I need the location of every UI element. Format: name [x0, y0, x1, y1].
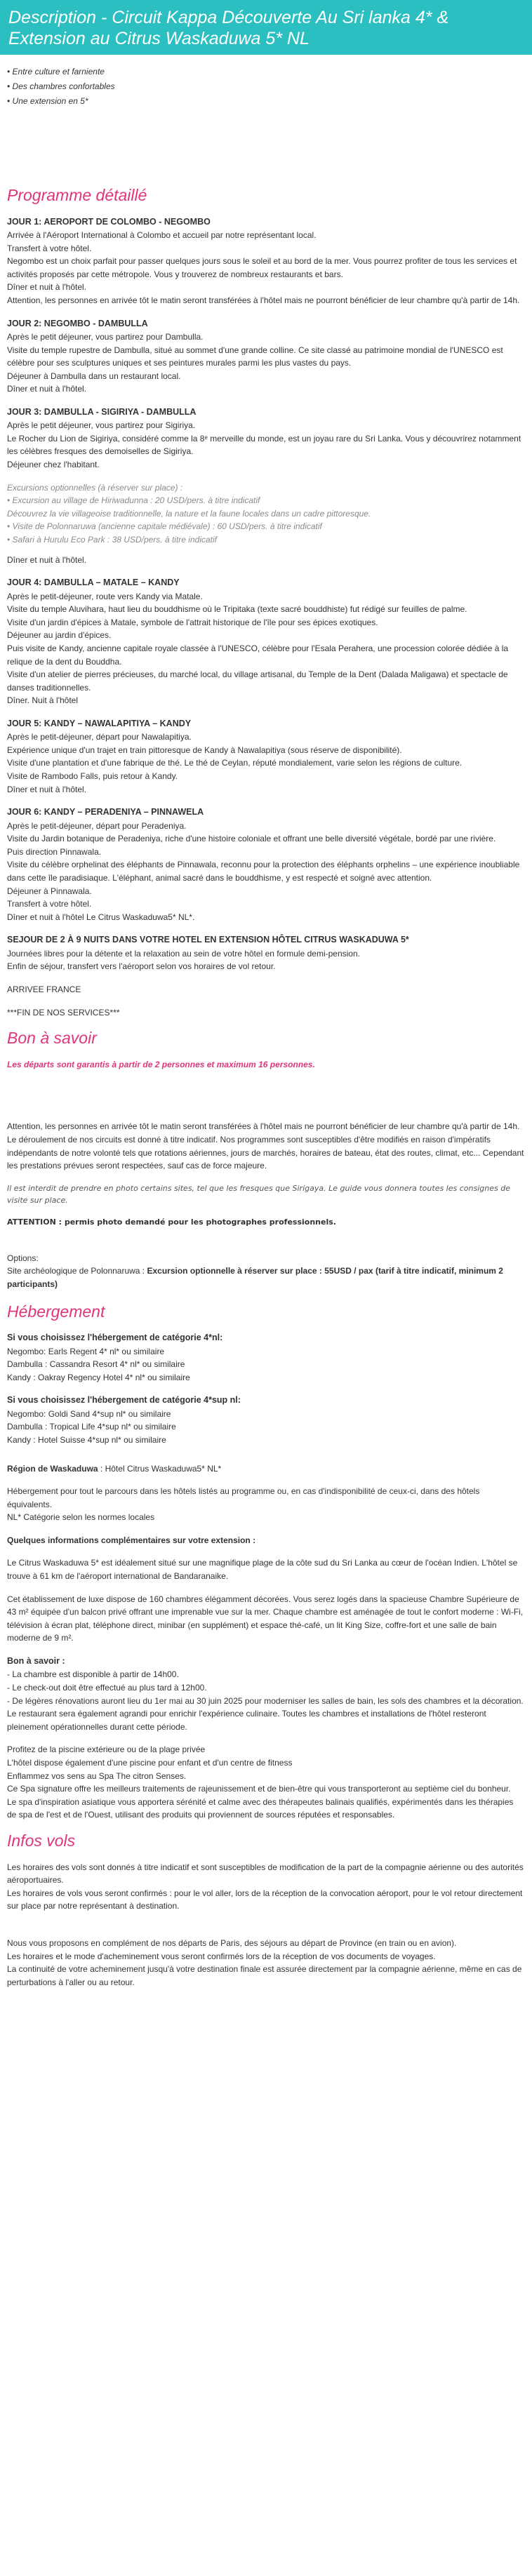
day-line: Negombo est un choix parfait pour passer quelques jours sous le soleil et au bord de la mer. Vous pourrez profiter de tous les services et activités proposés par cette métropole. Vous y trouverez de nombreux restaurants et bars. — [7, 256, 517, 279]
note-line: Hébergement pour tout le parcours dans les hôtels listés au programme ou, en cas d'indisponibilité de ceux-ci, dans des hôtels équivalents. — [7, 1486, 480, 1509]
info-line: - Le check-out doit être effectué au plus tard à 12h00. — [7, 1683, 207, 1693]
day-3 — [7, 406, 525, 472]
day-line: Après le petit déjeuner, vous partirez pour Sigiriya. — [7, 420, 196, 431]
day-1-title: JOUR 1: AEROPORT DE COLOMBO - NEGOMBO — [7, 216, 211, 227]
day-4 — [7, 576, 525, 707]
day-4-title: JOUR 4: DAMBULLA – MATALE – KANDY — [7, 578, 180, 588]
day-line: Expérience unique d'un trajet en train pittoresque de Kandy à Nawalapitiya (sous réserve de disponibilité). — [7, 745, 402, 755]
info-line: - De légères rénovations auront lieu du 1er mai au 30 juin 2025 pour moderniser les salles de bain, les sols des chambres et la décoration. Le restaurant sera également agrandi pour enrichir l'expérience culinaire. Toutes les chambres et installations de l'hôtel resteront pleinement opérationnelles durant cette période. — [7, 1695, 524, 1732]
waskaduwa-value: : Hôtel Citrus Waskaduwa5* NL* — [98, 1463, 222, 1474]
flight-schedule-info — [7, 1861, 525, 1913]
day-3-title: JOUR 3: DAMBULLA - SIGIRIYA - DAMBULLA — [7, 406, 197, 417]
day-line: Transfert à votre hôtel. — [7, 899, 92, 909]
highlight-item: • Une extension en 5* — [7, 94, 525, 109]
day-line: Le Rocher du Lion de Sigiriya, considéré comme la 8ᵉ merveille du monde, est un joyau rare du Sri Lanka. Vous y découvrirez notamment les célèbres fresques des demoiselles de Sigiriya. — [7, 433, 521, 457]
day-line: Après le petit-déjeuner, départ pour Peradeniya. — [7, 820, 187, 831]
hotel-line: Kandy : Oakray Regency Hotel 4* nl* ou similaire — [7, 1372, 190, 1382]
spacer — [7, 1238, 525, 1252]
day-line: Arrivée à l'Aéroport International à Colombo et accueil par notre représentant local. — [7, 229, 317, 240]
day-2 — [7, 317, 525, 396]
info-line: - La chambre est disponible à partir de 14h00. — [7, 1669, 179, 1680]
day-line: Dîner et nuit à l'hôtel. — [7, 784, 87, 794]
excursion-line: • Excursion au village de Hiriwadunna : 20 USD/pers. à titre indicatif — [7, 495, 260, 506]
day-3-end: Dîner et nuit à l'hôtel. — [7, 554, 87, 565]
day-line: Transfert à votre hôtel. — [7, 243, 92, 253]
day-line: Visite du temple Aluvihara, haut lieu du bouddhisme où le Tripitaka (texte sacré bouddhiste) fut rédigé sur feuilles de palme. — [7, 604, 467, 615]
program-heading: Programme détaillé — [7, 186, 147, 204]
day-line: Visite du temple rupestre de Dambulla, situé au sommet d'une grande colline. Ce site classé au patrimoine mondial de l'UNESCO est célèbre pour ses sculptures uniques et ses peintures murales parmi les plus vastes du pays. — [7, 345, 503, 368]
excursion-line: Excursions optionnelles (à réserver sur place) : — [7, 482, 183, 493]
spa-line: Le spa d'inspiration asiatique vous apportera sérénité et calme avec des thérapeutes balinais qualifiés, expérimentés dans les thérapies de spa de l'est et de l'Ouest, utilisant des produits qui proviennent de sources réputées et responsables. — [7, 1796, 514, 1820]
day-5-title: JOUR 5: KANDY – NAWALAPITIYA – KANDY — [7, 718, 192, 728]
departure-guarantee: Les départs sont garantis à partir de 2 personnes et maximum 16 personnes. — [7, 1059, 315, 1069]
early-arrival-note: Attention, les personnes en arrivée tôt le matin seront transférées à l'hôtel mais ne pourront bénéficier de leur chambre qu'à partir de 14h. — [7, 1121, 520, 1132]
day-line: Visite du célèbre orphelinat des éléphants de Pinnawala, reconnu pour la protection des éléphants orphelins – une expérience inoubliable dans cette île paradisiaque. L'éléphant, animal sacré dans le bouddhisme, y est respecté et soigné avec attention. — [7, 860, 520, 883]
polonnaruwa-excursion: Excursion optionnelle à réserver sur place : 55USD / pax (tarif à titre indicatif, minimum 2 participants) — [7, 1266, 503, 1290]
day-line: Attention, les personnes en arrivée tôt le matin seront transférées à l'hôtel mais ne pourront bénéficier de leur chambre qu'à partir de 14h. — [7, 295, 520, 305]
page-title: Description - Circuit Kappa Découverte Au Sri lanka 4* & Extension au Citrus Waskaduwa 5* NL — [0, 0, 532, 55]
day-line: Dîner et nuit à l'hôtel. — [7, 282, 87, 293]
day-line: Visite de Rambodo Falls, puis retour à Kandy. — [7, 771, 178, 782]
content — [0, 65, 532, 1989]
hotels-category-4sup — [7, 1394, 525, 1446]
day-line: Visite du Jardin botanique de Peradeniya, riche d'une histoire coloniale et offrant une belle diversité végétale, bordé par une rivière. — [7, 834, 496, 844]
polonnaruwa-prefix: Site archéologique de Polonnaruwa : — [7, 1266, 147, 1276]
day-line: Dîner. Nuit à l'hôtel — [7, 695, 79, 706]
category-4-title: Si vous choisissez l'hébergement de catégorie 4*nl: — [7, 1333, 223, 1343]
extension-good-to-know-title: Bon à savoir : — [7, 1656, 65, 1667]
highlights-list — [7, 65, 525, 109]
accommodation-notes — [7, 1485, 525, 1524]
extension-stay-title: SEJOUR DE 2 À 9 NUITS DANS VOTRE HOTEL EN EXTENSION HÔTEL CITRUS WASKADUWA 5* — [7, 935, 409, 945]
category-4sup-title: Si vous choisissez l'hébergement de catégorie 4*sup nl: — [7, 1395, 241, 1406]
flight-line: Les horaires de vols vous seront confirmés : pour le vol aller, lors de la réception de la convocation aéroport, pour le vol retour directement sur place par notre représentant à destination. — [7, 1888, 523, 1911]
extension-good-to-know — [7, 1655, 525, 1733]
hotel-line: Dambulla : Tropical Life 4*sup nl* ou similaire — [7, 1422, 176, 1432]
day-line: Après le petit-déjeuner, route vers Kandy via Matale. — [7, 591, 203, 601]
spa-line: Ce Spa signature offre les meilleurs traitements de rajeunissement et de bien-être qui vous transporteront au septième ciel du bonheur. — [7, 1784, 511, 1794]
accommodation-heading: Hébergement — [7, 1302, 105, 1321]
spacer — [7, 1923, 525, 1937]
excursion-line: • Safari à Hurulu Eco Park : 38 USD/pers. à titre indicatif — [7, 535, 217, 545]
good-to-know-heading: Bon à savoir — [7, 1029, 97, 1048]
spa-line: Profitez de la piscine extérieure ou de la plage privée — [7, 1744, 206, 1755]
day-line: Enfin de séjour, transfert vers l'aéroport selon vos horaires de vol retour. — [7, 961, 276, 972]
highlight-item: • Entre culture et farniente — [7, 65, 525, 79]
extension-stay — [7, 933, 525, 973]
day-line: Visite d'un jardin d'épices à Matale, symbole de l'attrait historique de l'île pour ses épices exotiques. — [7, 617, 378, 627]
day-line: Dîner et nuit à l'hôtel. — [7, 384, 87, 394]
flight-info-heading: Infos vols — [7, 1831, 76, 1850]
highlight-item: • Des chambres confortables — [7, 79, 525, 94]
spacer — [7, 1081, 525, 1120]
note-line: NL* Catégorie selon les normes locales — [7, 1512, 155, 1523]
day-line: Après le petit-déjeuner, départ pour Nawalapitiya. — [7, 732, 192, 742]
spa-info — [7, 1743, 525, 1822]
flight-line: Nous vous proposons en complément de nos départs de Paris, des séjours au départ de Province (en train ou en avion). — [7, 1937, 457, 1948]
day-line: Journées libres pour la détente et la relaxation au sein de votre hôtel en formule demi-pension. — [7, 948, 360, 959]
excursion-line: Découvrez la vie villageoise traditionnelle, la nature et la faune locales dans un cadre pittoresque. — [7, 508, 371, 519]
photo-permit-note: ATTENTION : permis photo demandé pour les photographes professionnels. — [7, 1217, 336, 1227]
day-line: Visite d'un atelier de pierres précieuses, du marché local, du village artisanal, du Temple de la Dent (Dalada Maligawa) et spectacle de danses traditionnelles. — [7, 669, 508, 693]
day-6-title: JOUR 6: KANDY – PERADENIYA – PINNAWELA — [7, 807, 204, 817]
options-block — [7, 1252, 525, 1291]
day-line: Dîner et nuit à l'hôtel Le Citrus Waskaduwa5* NL*. — [7, 912, 195, 922]
day-line: Déjeuner au jardin d'épices. — [7, 630, 112, 641]
flight-line: Les horaires des vols sont donnés à titre indicatif et sont susceptibles de modification de la part de la compagnie aérienne ou des autorités aéroportuaires. — [7, 1862, 524, 1886]
day-line: Puis direction Pinnawala. — [7, 846, 102, 857]
day-line: Après le petit déjeuner, vous partirez pour Dambulla. — [7, 331, 204, 342]
flight-line: Les horaires et le mode d'acheminement vous seront confirmés lors de la réception de vos documents de voyages. — [7, 1951, 436, 1961]
itinerary-notice: Le déroulement de nos circuits est donné à titre indicatif. Nos programmes sont susceptibles d'être modifiés en raison d'impératifs indépendants de notre volonté tels que rotations aériennes, jours de marchés, horaires de bateau, état des routes, climat, etc... Cependant les prestations prévues seront respectées, sauf cas de force majeure. — [7, 1134, 524, 1171]
flight-line: La continuité de votre acheminement jusqu'à votre destination finale est assurée directement par la compagnie aérienne, même en cas de perturbations à l'aller ou au retour. — [7, 1964, 522, 1987]
extension-info-title: Quelques informations complémentaires sur votre extension : — [7, 1535, 256, 1545]
spa-line: L'hôtel dispose également d'une piscine pour enfant et d'un centre de fitness — [7, 1757, 293, 1768]
day-5 — [7, 717, 525, 796]
day-1 — [7, 215, 525, 307]
end-of-services: ***FIN DE NOS SERVICES*** — [7, 1007, 120, 1017]
hotels-category-4 — [7, 1331, 525, 1384]
day-line: Déjeuner à Dambulla dans un restaurant local. — [7, 371, 181, 381]
waskaduwa-label: Région de Waskaduwa — [7, 1463, 98, 1474]
arrival-france: ARRIVEE FRANCE — [7, 984, 81, 994]
hotel-line: Kandy : Hotel Suisse 4*sup nl* ou similaire — [7, 1434, 166, 1445]
day-line: Visite d'une plantation et d'une fabrique de thé. Le thé de Ceylan, réputé mondialement, varie selon les régions de culture. — [7, 758, 463, 768]
regional-departure-info — [7, 1937, 525, 1989]
day-line: Puis visite de Kandy, ancienne capitale royale classée à l'UNESCO, célèbre pour l'Esala Perahera, une procession colorée dédiée à la relique de la dent du Bouddha. — [7, 643, 509, 667]
excursion-line: • Visite de Polonnaruwa (ancienne capitale médiévale) : 60 USD/pers. à titre indicatif — [7, 521, 322, 532]
hotel-line: Negombo: Earls Regent 4* nl* ou similaire — [7, 1346, 165, 1356]
hotel-line: Dambulla : Cassandra Resort 4* nl* ou similaire — [7, 1359, 185, 1370]
day-2-title: JOUR 2: NEGOMBO - DAMBULLA — [7, 318, 148, 328]
optional-excursions — [7, 481, 525, 547]
photo-restriction-note: Il est interdit de prendre en photo certains sites, tel que les fresques que Sirigaya. Le guide vous donnera toutes les consignes de visite sur place. — [7, 1183, 510, 1205]
extension-paragraph: Cet établissement de luxe dispose de 160 chambres élégamment décorées. Vous serez logés dans la spacieuse Chambre Supérieure de 43 m² équipée d'un balcon privé offrant une imprenable vue sur la mer. Chaque chambre est aménagée de tout le confort moderne : Wi-Fi, télévision à écran plat, téléphone direct, minibar (en supplément) et espace thé-café, un lit King Size, coffre-fort et une salle de bain moderne de 9 m². — [7, 1594, 524, 1643]
day-line: Déjeuner à Pinnawala. — [7, 886, 92, 896]
day-6 — [7, 806, 525, 923]
spa-line: Enflammez vos sens au Spa The citron Senses. — [7, 1770, 187, 1781]
waskaduwa-hotel — [7, 1462, 525, 1476]
day-line: Déjeuner chez l'habitant. — [7, 460, 100, 470]
hotel-line: Negombo: Goldi Sand 4*sup nl* ou similaire — [7, 1408, 171, 1419]
options-label: Options: — [7, 1253, 39, 1263]
extension-paragraph: Le Citrus Waskaduwa 5* est idéalement situé sur une magnifique plage de la côte sud du Sri Lanka au cœur de l'océan Indien. L'hôtel se trouve à 61 km de l'aéroport international de Bandaranaike. — [7, 1558, 518, 1582]
